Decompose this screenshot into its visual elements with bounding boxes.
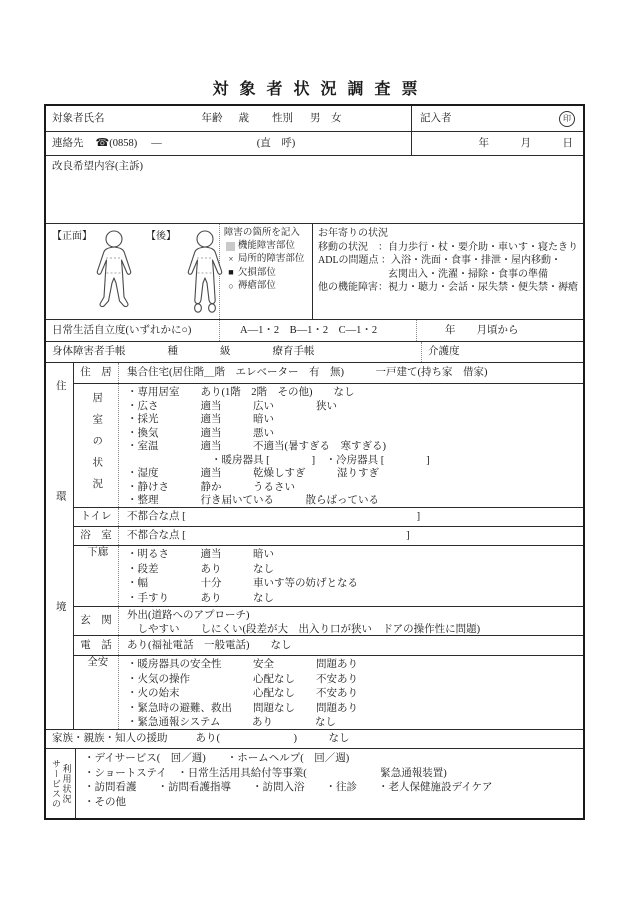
legend-label: 褥瘡部位 xyxy=(237,281,276,292)
option-line: ・採光 適当 暗い xyxy=(127,414,274,425)
direct-call-label: (直 呼) xyxy=(256,137,296,149)
row-handbook xyxy=(46,341,583,362)
missing-part-square-icon: ■ xyxy=(228,267,234,278)
human-figure-back xyxy=(183,229,227,315)
corridor-options xyxy=(118,546,583,606)
independence-label: 日常生活自立度(いずれかに○) xyxy=(52,324,192,336)
housing-environment-block xyxy=(46,362,583,729)
safety-label xyxy=(74,656,118,729)
recorder-cell xyxy=(411,106,583,131)
living-room-label-text: 居室の状況 xyxy=(91,391,103,500)
entrance-row xyxy=(74,606,583,635)
option-line: ・換気 適当 悪い xyxy=(127,427,274,439)
option-line: ・室温 適当 不適当(暑すぎる 寒すぎる) xyxy=(127,441,386,452)
contact-label: 連絡先 xyxy=(52,137,84,149)
toilet-row xyxy=(74,507,583,526)
human-figure-front xyxy=(92,229,136,315)
option-line: ・緊急時の避難、救出 問題なし 問題あり xyxy=(127,702,358,714)
row-body-diagram xyxy=(46,223,583,319)
handbook-label: 身体障害者手帳 種 級 療育手帳 xyxy=(52,346,315,358)
date-cell: 年 月 日 xyxy=(411,132,583,155)
body-figures-cell xyxy=(46,224,219,319)
contact-cell xyxy=(46,132,411,155)
age-unit: 歳 xyxy=(238,112,249,124)
option-line: ・明るさ 適当 暗い xyxy=(127,549,274,560)
bedsore-circle-icon: ○ xyxy=(228,280,234,291)
telephone-row xyxy=(74,635,583,655)
independence-since: 年 月頃から xyxy=(416,320,583,341)
housing-side-label xyxy=(46,363,74,729)
telephone-icon: ☎ xyxy=(95,136,110,150)
option-line: 外出(道路へのアプローチ) xyxy=(127,610,250,621)
seal-mark-icon: 印 xyxy=(559,111,575,127)
option-line: ・暖房器具 [ ] ・冷房器具 [ ] xyxy=(127,454,430,466)
option-line: ・デイサービス( 回／週) ・ホームヘルプ( 回／週) xyxy=(84,753,350,764)
service-usage-label xyxy=(46,749,76,818)
legend-title: 障害の箇所を記入 xyxy=(223,228,300,238)
option-line: ・緊急通報システム あり なし xyxy=(127,717,336,729)
residence-options: 集合住宅(居住階＿階 エレベーター 有 無) 一戸建て(持ち家 借家) xyxy=(118,363,583,383)
legend-label: 局所的障害部位 xyxy=(237,254,305,265)
service-label-col2: 利用状況 xyxy=(61,763,72,804)
living-room-options xyxy=(118,384,583,507)
complaint-label: 改良希望内容(主訴) xyxy=(52,161,143,172)
phone-dash: — xyxy=(151,137,162,149)
bathroom-issues: 不都合な点 [ ] xyxy=(118,527,583,545)
option-line: しやすい しにくい(段差が大 出入り口が狭い ドアの操作性に問題) xyxy=(127,623,481,635)
legend-item xyxy=(224,239,308,253)
row-subject-name xyxy=(46,106,583,131)
corridor-label xyxy=(74,546,118,606)
family-support-cell xyxy=(46,730,583,748)
living-room-row xyxy=(74,383,583,507)
safety-label-text: 安全 xyxy=(86,656,108,694)
residence-label: 住 居 xyxy=(80,367,112,379)
toilet-issues: 不都合な点 [ ] xyxy=(118,508,583,526)
safety-row xyxy=(74,655,583,729)
bathroom-row xyxy=(74,526,583,545)
corridor-label-text: 廊下 xyxy=(86,546,108,581)
option-line: ・手すり あり なし xyxy=(127,592,274,604)
option-line: ・静けさ 静か うるさい xyxy=(127,481,295,493)
option-line: ・段差 あり なし xyxy=(127,563,274,575)
option-line: ・その他 xyxy=(84,796,126,808)
row-family-support xyxy=(46,729,583,748)
toilet-label: トイレ xyxy=(80,511,112,523)
corridor-row xyxy=(74,545,583,606)
option-line: ・火の始末 心配なし 不安あり xyxy=(127,688,358,700)
sex-label: 性別 xyxy=(272,112,293,124)
adl-problems-line2: 玄関出入・洗濯・掃除・食事の準備 xyxy=(318,268,548,280)
legend-item xyxy=(224,266,308,280)
option-line: ・整理 行き届いている 散らばっている xyxy=(127,495,379,506)
legend-label: 機能障害部位 xyxy=(237,240,295,251)
legend-label: 欠損部位 xyxy=(237,267,276,278)
legend-item xyxy=(224,253,308,267)
care-level-label: 介護度 xyxy=(421,342,583,362)
subject-name-label: 対象者氏名 xyxy=(52,112,105,124)
option-line: ・訪問看護 ・訪問看護指導 ・訪問入浴 ・往診 ・老人保健施設デイケア xyxy=(84,782,493,794)
independence-options: A—1・2 B—1・2 C—1・2 xyxy=(219,320,416,341)
bathroom-label: 浴 室 xyxy=(80,530,112,542)
sex-options: 男 女 xyxy=(310,112,342,124)
option-line: ・ショートステイ ・日常生活用具給付等事業( 緊急通報装置) xyxy=(84,767,447,779)
elderly-status-cell xyxy=(312,224,583,319)
option-line: ・暖房器具の安全性 安全 問題あり xyxy=(127,659,358,670)
elderly-status-title: お年寄りの状況 xyxy=(318,228,388,239)
option-line: ・湿度 適当 乾燥しすぎ 湿りすぎ xyxy=(127,468,379,479)
entrance-options xyxy=(118,607,583,635)
complaint-cell xyxy=(46,156,583,223)
living-room-label xyxy=(74,384,118,507)
legend-item xyxy=(224,280,308,294)
option-line: ・広さ 適当 広い 狭い xyxy=(127,400,337,412)
phone-area-code: (0858) xyxy=(109,137,138,149)
recorder-label: 記入者 xyxy=(420,112,452,124)
survey-form-table xyxy=(44,104,585,820)
service-usage-block xyxy=(46,748,583,818)
row-independence xyxy=(46,319,583,341)
entrance-label: 玄 関 xyxy=(80,615,112,627)
option-line: ・火気の操作 心配なし 不安あり xyxy=(127,673,358,685)
safety-options xyxy=(118,656,583,729)
telephone-options: あり(福祉電話 一般電話) なし xyxy=(118,636,583,655)
family-support-options: あり( ) なし xyxy=(195,733,350,745)
service-label-col1: サービスの xyxy=(51,758,61,809)
row-complaint xyxy=(46,155,583,223)
family-support-label: 家族・親族・知人の援助 xyxy=(52,733,168,745)
option-line: ・幅 十分 車いす等の妨げとなる xyxy=(127,578,358,590)
row-contact xyxy=(46,131,583,155)
age-label: 年齢 xyxy=(201,112,223,124)
telephone-label: 電 話 xyxy=(80,639,112,651)
mobility-status-line: 移動の状況 ：自力歩行・杖・要介助・車いす・寝たきり xyxy=(318,241,578,253)
other-disabilities-line: 他の機能障害：視力・聴力・会話・尿失禁・便失禁・褥瘡 xyxy=(318,282,578,294)
disability-legend xyxy=(219,224,312,319)
front-figure-label: 【正面】 xyxy=(52,231,92,242)
adl-problems-line: ADLの問題点 ：入浴・洗面・食事・排泄・屋内移動・ xyxy=(318,255,562,267)
housing-rows xyxy=(74,363,583,729)
option-line: ・専用居室 あり(1階 2階 その他) なし xyxy=(127,387,355,398)
service-usage-options xyxy=(76,749,583,818)
local-disability-x-icon: × xyxy=(228,253,234,264)
residence-row xyxy=(74,363,583,383)
housing-side-label-text: 住環境 xyxy=(54,380,66,712)
subject-name-cell xyxy=(46,106,411,131)
page-title: 対象者状況調査票 xyxy=(212,81,429,98)
back-figure-label: 【後】 xyxy=(146,231,176,242)
